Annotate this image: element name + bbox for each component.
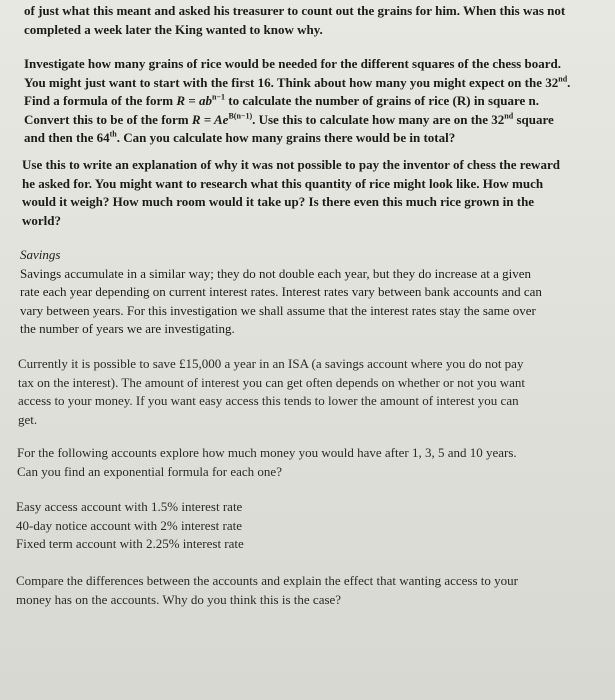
savings-line: the number of years we are investigating.	[20, 321, 235, 336]
accounts-intro-line: For the following accounts explore how much money you would have after 1, 3, 5 and 10 years.	[17, 445, 517, 460]
investigate-line: Investigate how many grains of rice would be needed for the different squares of the chess board.	[24, 56, 561, 71]
investigate-line: Convert this to be of the form $R = Ae^{B(n-1)}$. Use this to calculate how many are on the 32nd square	[24, 111, 554, 127]
intro-line: completed a week later the King wanted to know why.	[24, 21, 323, 37]
explain-line: he asked for. You might want to research what this quantity of rice might look like. How much	[22, 175, 544, 191]
compare-line: Compare the differences between the accounts and explain the effect that wanting access to your	[16, 573, 518, 588]
formula-exponential: R = Ae	[191, 111, 229, 127]
account-item: Easy access account with 1.5% interest rate	[16, 499, 243, 514]
explain-line: Use this to write an explanation of why it was not possible to pay the inventor of chess the reward	[22, 157, 560, 172]
explain-paragraph	[22, 156, 560, 230]
isa-line: get.	[18, 411, 38, 427]
explain-line: would it weigh? How much room would it take up? Is there even this much rice grown in the	[22, 194, 535, 209]
accounts-intro-line: Can you find an exponential formula for each one?	[17, 463, 282, 479]
explain-line: world?	[22, 212, 61, 228]
investigate-line: Find a formula of the form $R = ab^{n-1}$ to calculate the number of grains of rice (R) in square n.	[24, 92, 540, 108]
isa-line: access to your money. If you want easy access this tends to lower the amount of interest you can	[18, 393, 519, 408]
intro-line: of just what this meant and asked his treasurer to count out the grains for him. When this was not	[24, 3, 566, 18]
isa-line: Currently it is possible to save £15,000 a year in an ISA (a savings account where you do not pay	[18, 356, 524, 371]
formula-power: R = ab	[176, 93, 212, 108]
compare-line: money has on the accounts. Why do you think this is the case?	[16, 591, 342, 607]
investigate-paragraph	[24, 55, 570, 148]
compare-paragraph	[16, 572, 518, 609]
isa-line: tax on the interest). The amount of interest you can get often depends on whether or not you want	[18, 374, 525, 390]
accounts-intro	[17, 444, 517, 481]
account-item: Fixed term account with 2.25% interest rate	[16, 536, 244, 551]
account-item: 40-day notice account with 2% interest rate	[16, 517, 242, 533]
savings-heading: Savings	[20, 247, 61, 262]
intro-paragraph	[24, 2, 565, 39]
savings-section	[20, 246, 542, 339]
isa-paragraph	[18, 355, 525, 429]
investigate-line: and then the 64th. Can you calculate how many grains there would be in total?	[24, 129, 456, 145]
savings-line: Savings accumulate in a similar way; they do not double each year, but they do increase at a given	[20, 265, 532, 281]
accounts-list	[16, 498, 244, 554]
savings-line: rate each year depending on current interest rates. Interest rates vary between bank accounts and can	[20, 284, 542, 299]
savings-line: vary between years. For this investigation we shall assume that the interest rates stay the same over	[20, 302, 536, 318]
investigate-line: You might just want to start with the first 16. Think about how many you might expect on the 32nd.	[24, 74, 571, 90]
